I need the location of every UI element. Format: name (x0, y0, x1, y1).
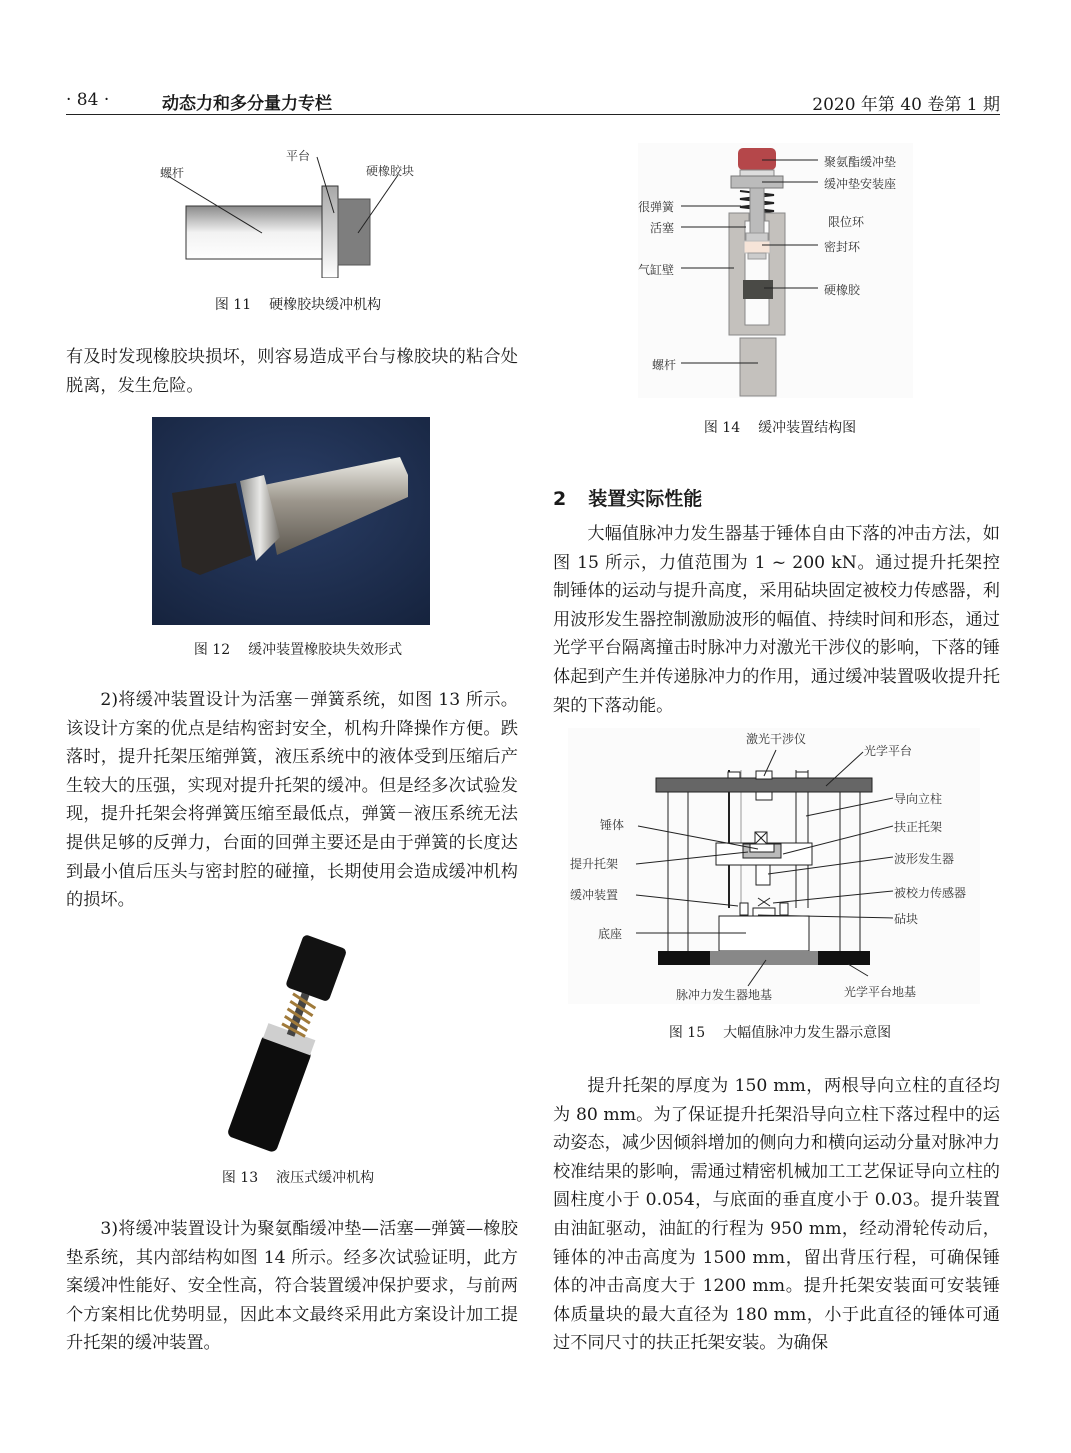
fig15-optical-platform (656, 778, 872, 792)
fig15-label-guide-column: 导向立柱 (894, 792, 943, 806)
fig15-label-interferometer: 激光干涉仪 (746, 732, 807, 746)
left-paragraph-3 (66, 1215, 518, 1358)
page-number: · 84 · (66, 90, 110, 110)
fig12-caption-text: 缓冲装置橡胶块失效形式 (248, 642, 403, 658)
fig13-caption (66, 1167, 530, 1187)
fig12-caption (66, 639, 530, 659)
paragraph-text: 有及时发现橡胶块损坏，则容易造成平台与橡胶块的粘合处脱离，发生危险。 (66, 347, 518, 396)
fig15-platform-foundation-left (658, 951, 710, 965)
figure-13-photo (210, 932, 372, 1154)
fig15-label-generator-foundation: 脉冲力发生器地基 (676, 988, 773, 1002)
fig14-caption-text: 缓冲装置结构图 (758, 420, 857, 436)
fig13-drawing (210, 932, 372, 1154)
fig15-number: 图 15 (668, 1025, 706, 1041)
fig14-label-cylinder: 气缸壁 (638, 263, 675, 277)
fig15-label-anvil: 砧块 (894, 912, 919, 926)
figure-12-photo (152, 417, 430, 625)
fig15-sensor (758, 898, 770, 906)
figure-11 (160, 143, 422, 278)
right-paragraph-1 (553, 520, 1000, 720)
fig14-label-spring: 很弹簧 (638, 200, 675, 214)
fig14-hard-rubber (743, 280, 773, 299)
fig14-label-pad-seat: 缓冲垫安装座 (824, 177, 897, 191)
fig14-label-screw: 螺杆 (652, 358, 677, 372)
fig11-label-rubber: 硬橡胶块 (366, 164, 415, 178)
paragraph-text: 提升托架的厚度为 150 mm，两根导向立柱的直径均为 80 mm。为了保证提升托架沿导向立柱下落过程中的运动姿态，减少因倾斜增加的侧向力和横向运动分量对脉冲力校准结果的影响，需通过精密机械加工工艺保证导向立柱的圆柱度小于 0.054，与底面的垂直度小于 0.03。提升装置由油缸驱动，油缸的行程为 950 mm，经动滑轮传动后，锤体的冲击高度为 1500 mm，留出背压行程，可确保锤体的冲击高度大于 1200 mm。提升托架安装面可安装锤体质量块的最大直径为 180 mm，小于此直径的锤体可通过不同尺寸的扶正托架安装。为确保 (553, 1076, 1000, 1354)
fig15-label-support-frame: 扶正托架 (894, 820, 943, 834)
paragraph-text: 2)将缓冲装置设计为活塞－弹簧系统，如图 13 所示。该设计方案的优点是结构密封安全，机构升降操作方便。跌落时，提升托架压缩弹簧，液压系统中的液体受到压缩后产生较大的压强，实现对提升托架的缓冲。但是经多次试验发现，提升托架会将弹簧压缩至最低点，弹簧－液压系统无法提供足够的反弹力，台面的回弹主要还是由于弹簧的长度达到最小值后压头与密封腔的碰撞，长期使用会造成缓冲机构的损坏。 (66, 690, 518, 911)
fig15-caption-text: 大幅值脉冲力发生器示意图 (723, 1025, 892, 1041)
left-paragraph-2 (66, 686, 518, 915)
fig14-label-pu-pad: 聚氨酯缓冲垫 (824, 155, 897, 169)
fig13-cylinder (226, 1034, 312, 1153)
section-heading (553, 484, 702, 511)
fig15-waveform-generator (756, 865, 770, 885)
section-title: 装置实际性能 (588, 488, 703, 510)
fig15-label-waveform-generator: 波形发生器 (894, 852, 955, 866)
fig14-label-piston: 活塞 (650, 221, 675, 235)
fig11-rod (186, 206, 323, 259)
paragraph-text: 3)将缓冲装置设计为聚氨酯缓冲垫—活塞—弹簧—橡胶垫系统，其内部结构如图 14 所示。经多次试验证明，此方案缓冲性能好、安全性高，符合装置缓冲保护要求，与前两个方案相比优势明显，因此本文最终采用此方案设计加工提升托架的缓冲装置。 (66, 1219, 518, 1354)
fig11-caption-text: 硬橡胶块缓冲机构 (269, 297, 382, 313)
fig11-label-platform: 平台 (286, 149, 311, 163)
fig14-caption (548, 417, 1012, 437)
fig14-label-seal-ring: 密封环 (824, 240, 861, 254)
paragraph-text: 大幅值脉冲力发生器基于锤体自由下落的冲击方法，如图 15 所示，力值范围为 1 ~ 200 kN。通过提升托架控制锤体的运动与提升高度，采用砧块固定被校力传感器，利用波形发生器控制激励波形的幅值、持续时间和形态，通过光学平台隔离撞击时脉冲力对激光干涉仪的影响，下落的锤体起到产生并传递脉冲力的作用，通过缓冲装置吸收提升托架的下落动能。 (553, 524, 1000, 716)
fig13-cap (285, 934, 347, 1002)
fig15-label-optical-platform: 光学平台 (864, 744, 913, 758)
fig15-platform-foundation-right (818, 951, 870, 965)
fig15-label-sensor: 被校力传感器 (894, 886, 967, 900)
fig15-label-buffer-device: 缓冲装置 (570, 888, 619, 902)
figure-15 (568, 728, 980, 1004)
fig11-label-rod: 螺杆 (160, 166, 185, 180)
figure-14 (638, 143, 913, 398)
fig15-label-hammer: 锤体 (600, 818, 625, 832)
left-paragraph-continuation (66, 343, 518, 400)
fig13-caption-text: 液压式缓冲机构 (276, 1170, 375, 1186)
fig15-label-lift-bracket: 提升托架 (570, 857, 619, 871)
issue-info: 2020 年第 40 卷第 1 期 (812, 95, 1000, 115)
fig14-label-hard-rubber: 硬橡胶 (824, 283, 861, 297)
fig14-screw (740, 338, 776, 396)
fig14-seal-ring (744, 241, 770, 253)
fig14-pu-pad (738, 148, 776, 170)
fig12-number: 图 12 (193, 642, 231, 658)
right-paragraph-2 (553, 1072, 1000, 1358)
section-number: 2 (553, 488, 567, 510)
fig13-number: 图 13 (221, 1170, 259, 1186)
fig11-caption (66, 294, 530, 314)
running-header (66, 88, 1000, 115)
fig15-label-platform-foundation: 光学平台地基 (844, 985, 917, 999)
fig11-rubber-block (338, 199, 370, 265)
fig12-drawing (152, 417, 430, 625)
fig15-caption (548, 1022, 1012, 1042)
column-title: 动态力和多分量力专栏 (162, 94, 332, 114)
fig11-number: 图 11 (214, 297, 252, 313)
fig14-number: 图 14 (703, 420, 741, 436)
fig14-label-limit-ring: 限位环 (828, 215, 865, 229)
fig15-label-base: 底座 (598, 927, 623, 941)
